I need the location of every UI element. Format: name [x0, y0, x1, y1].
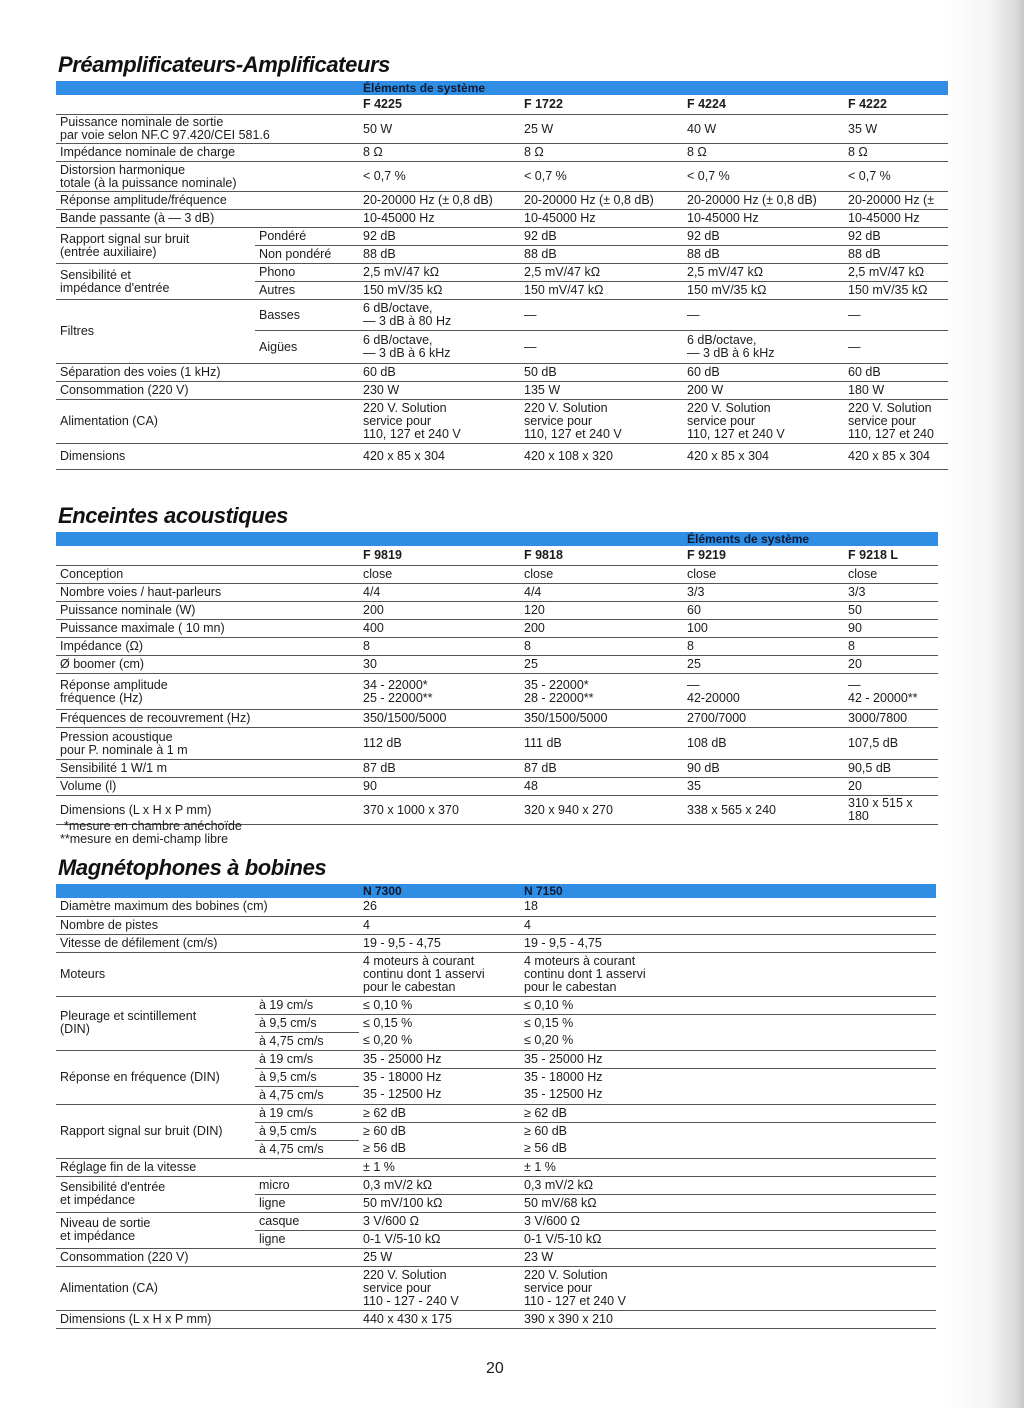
tapes-title: Magnétophones à bobines — [58, 855, 327, 880]
value-cell: ≥ 62 dB — [520, 1104, 936, 1122]
value-cell: 150 mV/35 kΩ — [844, 282, 948, 300]
row-sublabel: Autres — [255, 282, 359, 300]
amps-table — [56, 81, 948, 470]
value-cell: 25 — [520, 656, 683, 674]
row-sublabel: à 4,75 cm/s — [255, 1032, 359, 1050]
row-sublabel: à 4,75 cm/s — [255, 1086, 359, 1104]
spec-row — [56, 602, 938, 620]
value-cell: 135 W — [520, 382, 683, 400]
value-cell: 35 - 25000 Hz — [520, 1050, 936, 1068]
spec-row — [56, 934, 936, 952]
value-cell: 107,5 dB — [844, 728, 938, 760]
row-label: Puissance maximale ( 10 mn) — [56, 620, 359, 638]
model-label: F 4224 — [683, 95, 844, 115]
value-cell: 50 W — [359, 115, 520, 144]
row-label: Impédance (Ω) — [56, 638, 359, 656]
page-number: 20 — [486, 1360, 504, 1377]
value-cell: 220 V. Solution service pour 110 - 127 - 240 V — [359, 1266, 520, 1310]
value-cell: 90,5 dB — [844, 760, 938, 778]
value-cell: 50 mV/68 kΩ — [520, 1194, 936, 1212]
row-label: Vitesse de défilement (cm/s) — [56, 934, 359, 952]
value-cell: 180 W — [844, 382, 948, 400]
value-cell: 35 - 12500 Hz — [359, 1086, 520, 1104]
value-cell: 111 dB — [520, 728, 683, 760]
value-cell: 108 dB — [683, 728, 844, 760]
value-cell: 4/4 — [520, 584, 683, 602]
value-cell: 0-1 V/5-10 kΩ — [520, 1230, 936, 1248]
spec-row — [56, 1158, 936, 1176]
tapes-table — [56, 884, 936, 1329]
row-sublabel: à 4,75 cm/s — [255, 1140, 359, 1158]
row-label: Moteurs — [56, 952, 359, 996]
value-cell: 390 x 390 x 210 — [520, 1310, 936, 1328]
model-label: N 7300 — [359, 884, 520, 898]
value-cell: 200 — [359, 602, 520, 620]
value-cell: close — [683, 566, 844, 584]
row-label: Nombre voies / haut-parleurs — [56, 584, 359, 602]
value-cell: ≥ 60 dB — [524, 1123, 567, 1138]
value-cell: 0,3 mV/2 kΩ — [520, 1176, 936, 1194]
row-label: Réglage fin de la vitesse — [56, 1158, 359, 1176]
value-cell: 48 — [520, 778, 683, 796]
value-cell: close — [520, 566, 683, 584]
amps-title: Préamplificateurs-Amplificateurs — [58, 52, 390, 77]
spec-row — [56, 264, 948, 282]
spec-row — [56, 364, 948, 382]
row-sublabel: à 9,5 cm/s — [255, 1068, 359, 1086]
value-cell: 2,5 mV/47 kΩ — [359, 264, 520, 282]
spec-row — [56, 1050, 936, 1068]
value-cell: 350/1500/5000 — [520, 710, 683, 728]
value-cell: 35 - 22000* 28 - 22000** — [520, 674, 683, 710]
row-label: Fréquences de recouvrement (Hz) — [56, 710, 359, 728]
row-label: Réponse amplitude/fréquence — [56, 192, 359, 210]
value-cell: 60 dB — [683, 364, 844, 382]
row-label: Rapport signal sur bruit (entrée auxiliaire) — [56, 228, 255, 264]
value-cell: ≤ 0,15 % — [363, 1015, 413, 1030]
note: *mesure en chambre anéchoïde — [64, 819, 242, 833]
value-cell: 220 V. Solution service pour 110, 127 et 240 V — [359, 400, 520, 444]
model-label: F 1722 — [520, 95, 683, 115]
spec-row — [56, 620, 938, 638]
value-cell: 35 W — [844, 115, 948, 144]
value-cell: 3 V/600 Ω — [520, 1212, 936, 1230]
spec-row — [56, 778, 938, 796]
row-sublabel: casque — [255, 1212, 359, 1230]
value-cell: 8 Ω — [683, 144, 844, 162]
value-cell: 88 dB — [683, 246, 844, 264]
value-cell: 120 — [520, 602, 683, 620]
value-cell: — 42 - 20000** — [844, 674, 938, 710]
value-cell: 338 x 565 x 240 — [683, 796, 844, 825]
row-label: Conception — [56, 566, 359, 584]
value-cell: 370 x 1000 x 370 — [359, 796, 520, 825]
row-sublabel: Basses — [255, 300, 359, 331]
model-label: F 9819 — [359, 546, 520, 566]
value-cell: 2,5 mV/47 kΩ — [844, 264, 948, 282]
value-cell: 150 mV/47 kΩ — [520, 282, 683, 300]
spec-row — [56, 228, 948, 246]
value-cell: 4 — [520, 916, 936, 934]
value-cell: — 42-20000 — [683, 674, 844, 710]
row-sublabel: à 19 cm/s — [255, 996, 359, 1014]
value-cell: 50 mV/100 kΩ — [359, 1194, 520, 1212]
value-cell: 20-20000 Hz (± 0,8 dB) — [359, 192, 520, 210]
row-sublabel: à 9,5 cm/s — [255, 1122, 359, 1140]
value-cell: — — [844, 331, 948, 364]
value-cell: 0-1 V/5-10 kΩ — [359, 1230, 520, 1248]
value-cell: 4 — [359, 916, 520, 934]
amps-band-row — [56, 81, 948, 95]
speakers-notes — [60, 820, 242, 846]
value-cell: 220 V. Solution service pour 110, 127 et 240 — [844, 400, 948, 444]
row-label: Dimensions (L x H x P mm) — [56, 1310, 359, 1328]
value-cell: 400 — [359, 620, 520, 638]
value-cell: 4 moteurs à courant continu dont 1 asservi pour le cabestan — [520, 952, 936, 996]
value-cell: 19 - 9,5 - 4,75 — [359, 934, 520, 952]
row-label: Séparation des voies (1 kHz) — [56, 364, 359, 382]
model-label: N 7150 — [520, 884, 936, 898]
value-cell: 50 — [844, 602, 938, 620]
value-cell: 112 dB — [359, 728, 520, 760]
spec-row — [56, 656, 938, 674]
value-cell: 35 - 25000 Hz — [359, 1050, 520, 1068]
amps-band-label: Éléments de système — [359, 81, 948, 95]
value-cell: ± 1 % — [520, 1158, 936, 1176]
value-cell: 90 — [359, 778, 520, 796]
value-cell: 40 W — [683, 115, 844, 144]
spec-row — [56, 1266, 936, 1310]
value-cell: 87 dB — [520, 760, 683, 778]
value-cell: 3/3 — [683, 584, 844, 602]
value-cell: 10-45000 Hz — [683, 210, 844, 228]
value-cell: 10-45000 Hz — [520, 210, 683, 228]
value-cell: ≥ 60 dB — [363, 1123, 406, 1138]
row-label: Rapport signal sur bruit (DIN) — [56, 1104, 255, 1158]
row-label: Réponse en fréquence (DIN) — [56, 1050, 255, 1104]
value-cell: 100 — [683, 620, 844, 638]
speakers-band-row — [56, 532, 938, 546]
model-label: F 4222 — [844, 95, 948, 115]
spec-row — [56, 300, 948, 331]
value-cell: 220 V. Solution service pour 110, 127 et 240 V — [683, 400, 844, 444]
value-cell: 30 — [359, 656, 520, 674]
speakers-table — [56, 532, 938, 825]
value-cell: 150 mV/35 kΩ — [683, 282, 844, 300]
spec-row — [56, 1248, 936, 1266]
value-cell: 3000/7800 — [844, 710, 938, 728]
value-cell: 0,3 mV/2 kΩ — [359, 1176, 520, 1194]
row-label: Sensibilité d'entrée et impédance — [56, 1176, 255, 1212]
value-cell: 60 dB — [844, 364, 948, 382]
spec-row — [56, 115, 948, 144]
value-cell: 92 dB — [520, 228, 683, 246]
spec-row — [56, 710, 938, 728]
spec-row — [56, 192, 948, 210]
value-cell: 220 V. Solution service pour 110 - 127 et 240 V — [520, 1266, 936, 1310]
value-cell: 200 — [520, 620, 683, 638]
value-cell: 8 Ω — [520, 144, 683, 162]
value-cell: 34 - 22000* 25 - 22000** — [359, 674, 520, 710]
value-cell: 20 — [844, 656, 938, 674]
value-cell: 10-45000 Hz — [359, 210, 520, 228]
spec-row — [56, 444, 948, 470]
value-cell: — — [520, 300, 683, 331]
value-cell: ≥ 56 dB — [520, 1140, 936, 1158]
value-cell: 19 - 9,5 - 4,75 — [520, 934, 936, 952]
spec-row — [56, 210, 948, 228]
value-cell: 60 — [683, 602, 844, 620]
value-cell: 20-20000 Hz (± 0,8 dB) — [520, 192, 683, 210]
spec-row — [56, 638, 938, 656]
spec-row — [56, 1212, 936, 1230]
row-sublabel: à 19 cm/s — [255, 1104, 359, 1122]
value-cell: < 0,7 % — [520, 162, 683, 192]
value-cell: 6 dB/octave, — 3 dB à 6 kHz — [359, 331, 520, 364]
value-cell: ≤ 0,15 % — [524, 1015, 574, 1030]
row-sublabel: ligne — [255, 1230, 359, 1248]
value-cell: ± 1 % — [359, 1158, 520, 1176]
value-cell: 2,5 mV/47 kΩ — [520, 264, 683, 282]
value-cell: 8 Ω — [359, 144, 520, 162]
value-cell: close — [844, 566, 938, 584]
value-cell: — — [683, 300, 844, 331]
model-label: F 9218 L — [844, 546, 938, 566]
value-cell: 3/3 — [844, 584, 938, 602]
value-cell: 88 dB — [844, 246, 948, 264]
row-sublabel: à 9,5 cm/s — [255, 1014, 359, 1032]
row-label: Sensibilité et impédance d'entrée — [56, 264, 255, 300]
value-cell: 6 dB/octave, — 3 dB à 80 Hz — [359, 300, 520, 331]
spec-row — [56, 952, 936, 996]
value-cell: 2700/7000 — [683, 710, 844, 728]
row-label: Puissance nominale (W) — [56, 602, 359, 620]
row-label: Consommation (220 V) — [56, 1248, 359, 1266]
spec-row — [56, 1310, 936, 1328]
value-cell: close — [359, 566, 520, 584]
value-cell: 440 x 430 x 175 — [359, 1310, 520, 1328]
row-sublabel: à 19 cm/s — [255, 1050, 359, 1068]
row-sublabel: Aigües — [255, 331, 359, 364]
row-sublabel: Non pondéré — [255, 246, 359, 264]
value-cell: — — [844, 300, 948, 331]
row-label: Bande passante (à — 3 dB) — [56, 210, 359, 228]
spec-row — [56, 996, 936, 1014]
value-cell: 25 W — [520, 115, 683, 144]
value-cell: 35 — [683, 778, 844, 796]
value-cell: 8 Ω — [844, 144, 948, 162]
value-cell: 88 dB — [359, 246, 520, 264]
spec-row — [56, 1104, 936, 1122]
value-cell: 310 x 515 x 180 — [844, 796, 938, 825]
value-cell: 20-20000 Hz (± — [844, 192, 948, 210]
value-cell: 6 dB/octave, — 3 dB à 6 kHz — [683, 331, 844, 364]
value-cell: < 0,7 % — [359, 162, 520, 192]
value-cell: 230 W — [359, 382, 520, 400]
value-cell: ≤ 0,10 % — [359, 996, 520, 1014]
row-sublabel: Phono — [255, 264, 359, 282]
row-label: Sensibilité 1 W/1 m — [56, 760, 359, 778]
spec-row — [56, 728, 938, 760]
value-cell: 90 dB — [683, 760, 844, 778]
speakers-title: Enceintes acoustiques — [58, 503, 289, 528]
row-label: Alimentation (CA) — [56, 400, 359, 444]
value-cell: 320 x 940 x 270 — [520, 796, 683, 825]
model-label: F 9818 — [520, 546, 683, 566]
value-cell: 35 - 12500 Hz — [520, 1086, 936, 1104]
value-cell: 3 V/600 Ω — [359, 1212, 520, 1230]
row-label: Réponse amplitude fréquence (Hz) — [56, 674, 359, 710]
value-cell: 87 dB — [359, 760, 520, 778]
value-cell: 8 — [844, 638, 938, 656]
row-label: Pression acoustique pour P. nominale à 1 m — [56, 728, 359, 760]
value-cell: 25 — [683, 656, 844, 674]
row-label: Distorsion harmonique totale (à la puissance nominale) — [56, 162, 359, 192]
value-cell: 92 dB — [683, 228, 844, 246]
value-cell: 92 dB — [844, 228, 948, 246]
value-cell: 92 dB — [359, 228, 520, 246]
value-cell: 150 mV/35 kΩ — [359, 282, 520, 300]
value-cell: 8 — [520, 638, 683, 656]
spec-row — [56, 144, 948, 162]
spec-row — [56, 898, 936, 916]
value-cell: 50 dB — [520, 364, 683, 382]
value-cell: ≤ 0,20 % — [520, 1032, 936, 1050]
spec-row — [56, 584, 938, 602]
value-cell: 60 dB — [359, 364, 520, 382]
tapes-model-row — [56, 884, 936, 898]
spec-row — [56, 162, 948, 192]
value-cell: 20-20000 Hz (± 0,8 dB) — [683, 192, 844, 210]
value-cell: 220 V. Solution service pour 110, 127 et 240 V — [520, 400, 683, 444]
note: **mesure en demi-champ libre — [60, 832, 229, 846]
value-cell: 10-45000 Hz — [844, 210, 948, 228]
value-cell: 420 x 85 x 304 — [683, 444, 844, 470]
value-cell: 4 moteurs à courant continu dont 1 asservi pour le cabestan — [359, 952, 520, 996]
spec-row — [56, 400, 948, 444]
value-cell: 20 — [844, 778, 938, 796]
row-label: Filtres — [56, 300, 255, 364]
row-label: Niveau de sortie et impédance — [56, 1212, 255, 1248]
value-cell: ≤ 0,10 % — [520, 996, 936, 1014]
value-cell: 350/1500/5000 — [359, 710, 520, 728]
value-cell: 2,5 mV/47 kΩ — [683, 264, 844, 282]
value-cell: 200 W — [683, 382, 844, 400]
row-sublabel: ligne — [255, 1194, 359, 1212]
model-label: F 9219 — [683, 546, 844, 566]
page-binding-edge — [944, 0, 1024, 1408]
value-cell: 90 — [844, 620, 938, 638]
row-label: Alimentation (CA) — [56, 1266, 359, 1310]
value-cell: 35 - 18000 Hz — [524, 1069, 603, 1084]
value-cell: 23 W — [520, 1248, 936, 1266]
value-cell: 18 — [520, 898, 936, 916]
value-cell: 4/4 — [359, 584, 520, 602]
value-cell: ≤ 0,20 % — [359, 1032, 520, 1050]
row-label: Puissance nominale de sortie par voie selon NF.C 97.420/CEI 581.6 — [56, 115, 359, 144]
spec-row — [56, 382, 948, 400]
value-cell: 420 x 108 x 320 — [520, 444, 683, 470]
row-label: Dimensions — [56, 444, 359, 470]
speakers-model-row — [56, 546, 938, 566]
row-label: Nombre de pistes — [56, 916, 359, 934]
row-sublabel: micro — [255, 1176, 359, 1194]
row-label: Dimensions (L x H x P mm) — [56, 796, 359, 825]
value-cell: 420 x 85 x 304 — [844, 444, 948, 470]
row-sublabel: Pondéré — [255, 228, 359, 246]
spec-row — [56, 1176, 936, 1194]
value-cell: 26 — [359, 898, 520, 916]
spec-row — [56, 674, 938, 710]
value-cell: 88 dB — [520, 246, 683, 264]
row-label: Consommation (220 V) — [56, 382, 359, 400]
row-label: Diamètre maximum des bobines (cm) — [56, 898, 359, 916]
row-label: Ø boomer (cm) — [56, 656, 359, 674]
spec-row — [56, 566, 938, 584]
value-cell: < 0,7 % — [844, 162, 948, 192]
value-cell: 8 — [683, 638, 844, 656]
value-cell: — — [520, 331, 683, 364]
row-label: Impédance nominale de charge — [56, 144, 359, 162]
value-cell: 25 W — [359, 1248, 520, 1266]
value-cell: ≥ 56 dB — [359, 1140, 520, 1158]
spec-row — [56, 760, 938, 778]
value-cell: 420 x 85 x 304 — [359, 444, 520, 470]
value-cell: 8 — [359, 638, 520, 656]
spec-row — [56, 916, 936, 934]
value-cell: < 0,7 % — [683, 162, 844, 192]
model-label: F 4225 — [359, 95, 520, 115]
value-cell: 35 - 18000 Hz — [363, 1069, 442, 1084]
row-label: Volume (l) — [56, 778, 359, 796]
speakers-band-label: Éléments de système — [683, 532, 938, 546]
amps-model-row — [56, 95, 948, 115]
row-label: Pleurage et scintillement (DIN) — [56, 996, 255, 1050]
value-cell: ≥ 62 dB — [359, 1104, 520, 1122]
